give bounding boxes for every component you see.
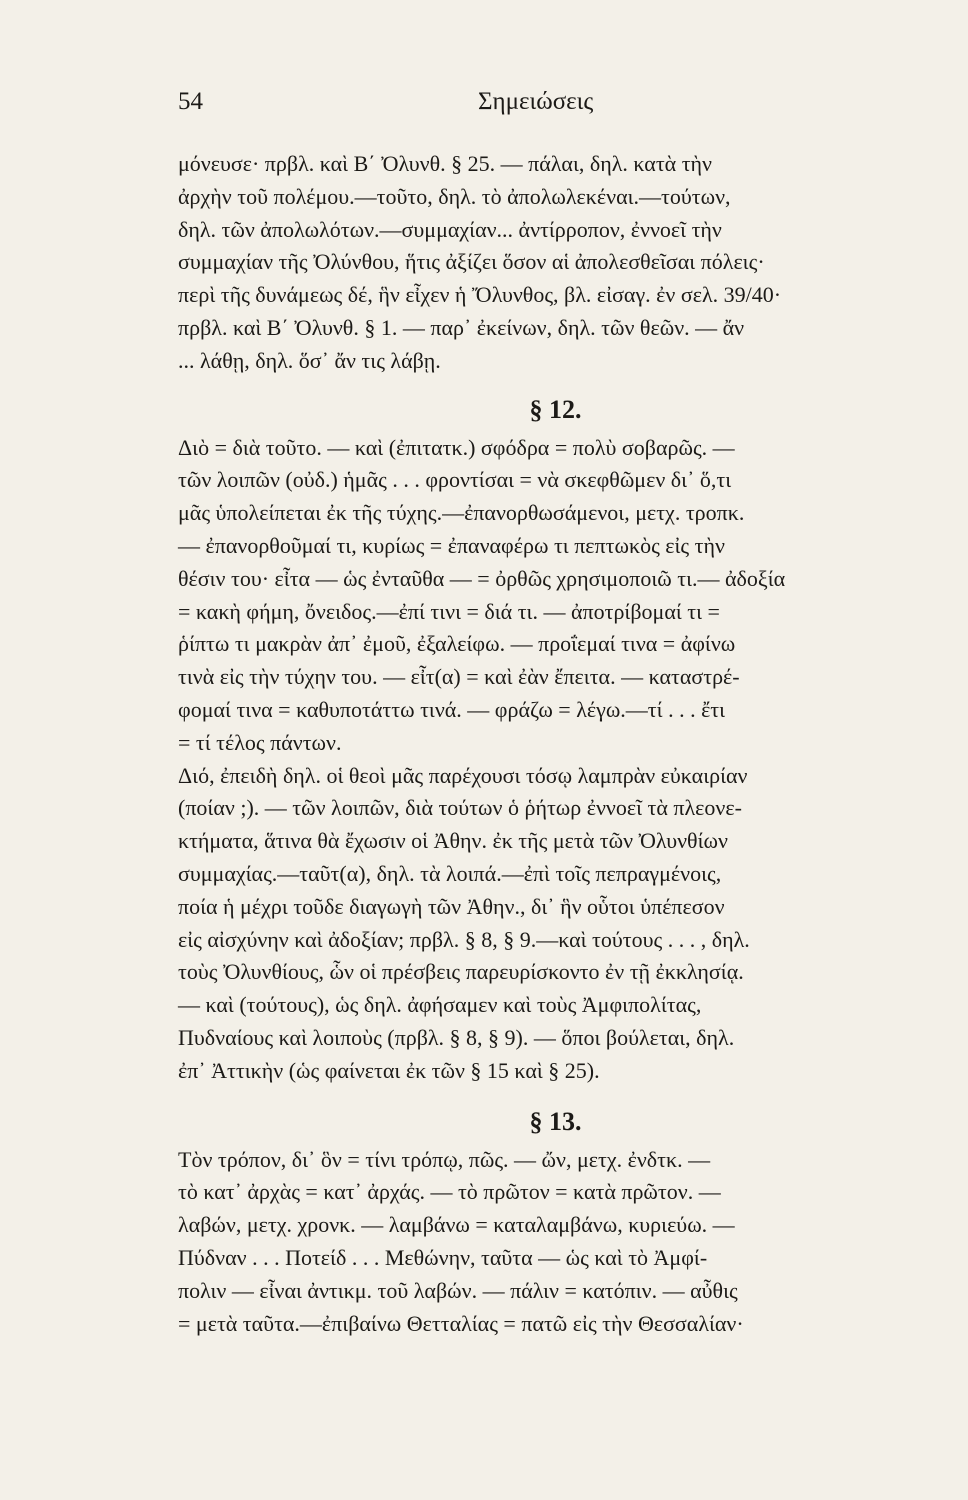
text-line: τῶν λοιπῶν (οὐδ.) ἡμᾶς . . . φροντίσαι = νὰ σκεφθῶμεν δι᾽ ὅ,τι (178, 467, 732, 493)
section-heading-12: § 12. (529, 394, 582, 424)
text-line: ... λάθῃ, δηλ. ὅσ᾽ ἄν τις λάβῃ. (178, 347, 441, 373)
text-line: πρβλ. καὶ Β΄ Ὀλυνθ. § 1. — παρ᾽ ἐκείνων, δηλ. τῶν θεῶν. — ἄν (178, 314, 745, 340)
text-line: Διὸ = διὰ τοῦτο. — καὶ (ἐπιτατκ.) σφόδρα = πολὺ σοβαρῶς. — (178, 434, 735, 460)
text-line: = κακὴ φήμη, ὄνειδος.—ἐπί τινι = διά τι. — ἀποτρίβομαί τι = (178, 598, 720, 624)
text-line: Διό, ἐπειδὴ δηλ. οἱ θεοὶ μᾶς παρέχουσι τόσῳ λαμπρὰν εὐκαιρίαν (178, 762, 748, 788)
text-line: δηλ. τῶν ἀπολωλότων.—συμμαχίαν... ἀντίρροπον, ἐννοεῖ τὴν (178, 216, 722, 242)
text-line: φομαί τινα = καθυποτάττω τινά. — φράζω = λέγω.—τί . . . ἔτι (178, 696, 726, 722)
text-line: πολιν — εἶναι ἀντικμ. τοῦ λαβών. — πάλιν = κατόπιν. — αὖθις (178, 1277, 738, 1303)
text-line: λαβών, μετχ. χρονκ. — λαμβάνω = καταλαμβάνω, κυριεύω. — (178, 1212, 735, 1238)
running-head: Σημειώσεις (478, 88, 594, 115)
text-line: θέσιν του· εἶτα — ὡς ἐνταῦθα — = ὀρθῶς χρησιμοποιῶ τι.— ἀδοξία (178, 565, 786, 591)
text-line: = μετὰ ταῦτα.—ἐπιβαίνω Θετταλίας = πατῶ εἰς τὴν Θεσσαλίαν· (178, 1310, 744, 1336)
text-line: = τί τέλος πάντων. (178, 729, 342, 755)
text-line: ἐπ᾽ Ἀττικὴν (ὡς φαίνεται ἐκ τῶν § 15 καὶ § 25). (178, 1057, 600, 1083)
text-line: (ποίαν ;). — τῶν λοιπῶν, διὰ τούτων ὁ ῥήτωρ ἐννοεῖ τὰ πλεονε- (178, 795, 742, 821)
text-line: τὸ κατ᾽ ἀρχὰς = κατ᾽ ἀρχάς. — τὸ πρῶτον = κατὰ πρῶτον. — (178, 1179, 721, 1205)
section-13-notes (178, 1144, 933, 1341)
text-line: ποία ἡ μέχρι τοῦδε διαγωγὴ τῶν Ἀθην., δι᾽ ἣν οὗτοι ὑπέπεσον (178, 893, 725, 919)
text-line: μόνευσε· πρβλ. καὶ Β΄ Ὀλυνθ. § 25. — πάλαι, δηλ. κατὰ τὴν (178, 151, 712, 176)
section-12-notes (178, 432, 933, 1088)
page-number: 54 (178, 88, 203, 115)
text-line: Πύδναν . . . Ποτείδ . . . Μεθώνην, ταῦτα — ὡς καὶ τὸ Ἀμφί- (178, 1244, 708, 1270)
text-line: περὶ τῆς δυνάμεως δέ, ἣν εἶχεν ἡ Ὄλυνθος, βλ. εἰσαγ. ἐν σελ. 39/40· (178, 282, 782, 308)
text-line: συμμαχίας.—ταῦτ(α), δηλ. τὰ λοιπά.—ἐπὶ τοῖς πεπραγμένοις, (178, 860, 722, 886)
section-heading-13: § 13. (529, 1106, 582, 1136)
text-line: ἀρχὴν τοῦ πολέμου.—τοῦτο, δηλ. τὸ ἀπολωλεκέναι.—τούτων, (178, 183, 731, 209)
text-line: — καὶ (τούτους), ὡς δηλ. ἀφήσαμεν καὶ τοὺς Ἀμφιπολίτας, (178, 992, 702, 1018)
text-line: τοὺς Ὀλυνθίους, ὧν οἱ πρέσβεις παρευρίσκοντο ἐν τῇ ἐκκλησίᾳ. (178, 959, 744, 985)
text-line: — ἐπανορθοῦμαί τι, κυρίως = ἐπαναφέρω τι πεπτωκὸς εἰς τὴν (178, 532, 725, 558)
text-line: τινὰ εἰς τὴν τύχην του. — εἶτ(α) = καὶ ἐὰν ἔπειτα. — καταστρέ- (178, 664, 740, 690)
page-body (178, 148, 933, 1340)
text-line: Πυδναίους καὶ λοιποὺς (πρβλ. § 8, § 9). — ὅποι βούλεται, δηλ. (178, 1024, 735, 1050)
text-line: κτήματα, ἅτινα θὰ ἔχωσιν οἱ Ἀθην. ἐκ τῆς μετὰ τῶν Ὀλυνθίων (178, 828, 728, 854)
page-header (178, 88, 938, 122)
text-line: εἰς αἰσχύνην καὶ ἀδοξίαν; πρβλ. § 8, § 9.—καὶ τούτους . . . , δηλ. (178, 926, 750, 952)
text-line: συμμαχίαν τῆς Ὀλύνθου, ἥτις ἀξίζει ὅσον αἱ ἀπολεσθεῖσαι πόλεις· (178, 249, 765, 275)
text-line: Τὸν τρόπον, δι᾽ ὃν = τίνι τρόπῳ, πῶς. — ὤν, μετχ. ἐνδτκ. — (178, 1146, 711, 1172)
text-line: μᾶς ὑπολείπεται ἐκ τῆς τύχης.—ἐπανορθωσάμενοι, μετχ. τροπκ. (178, 500, 745, 526)
continued-paragraph (178, 148, 933, 378)
text-line: ῥίπτω τι μακρὰν ἀπ᾽ ἐμοῦ, ἐξαλείφω. — προΐεμαί τινα = ἀφίνω (178, 631, 736, 657)
